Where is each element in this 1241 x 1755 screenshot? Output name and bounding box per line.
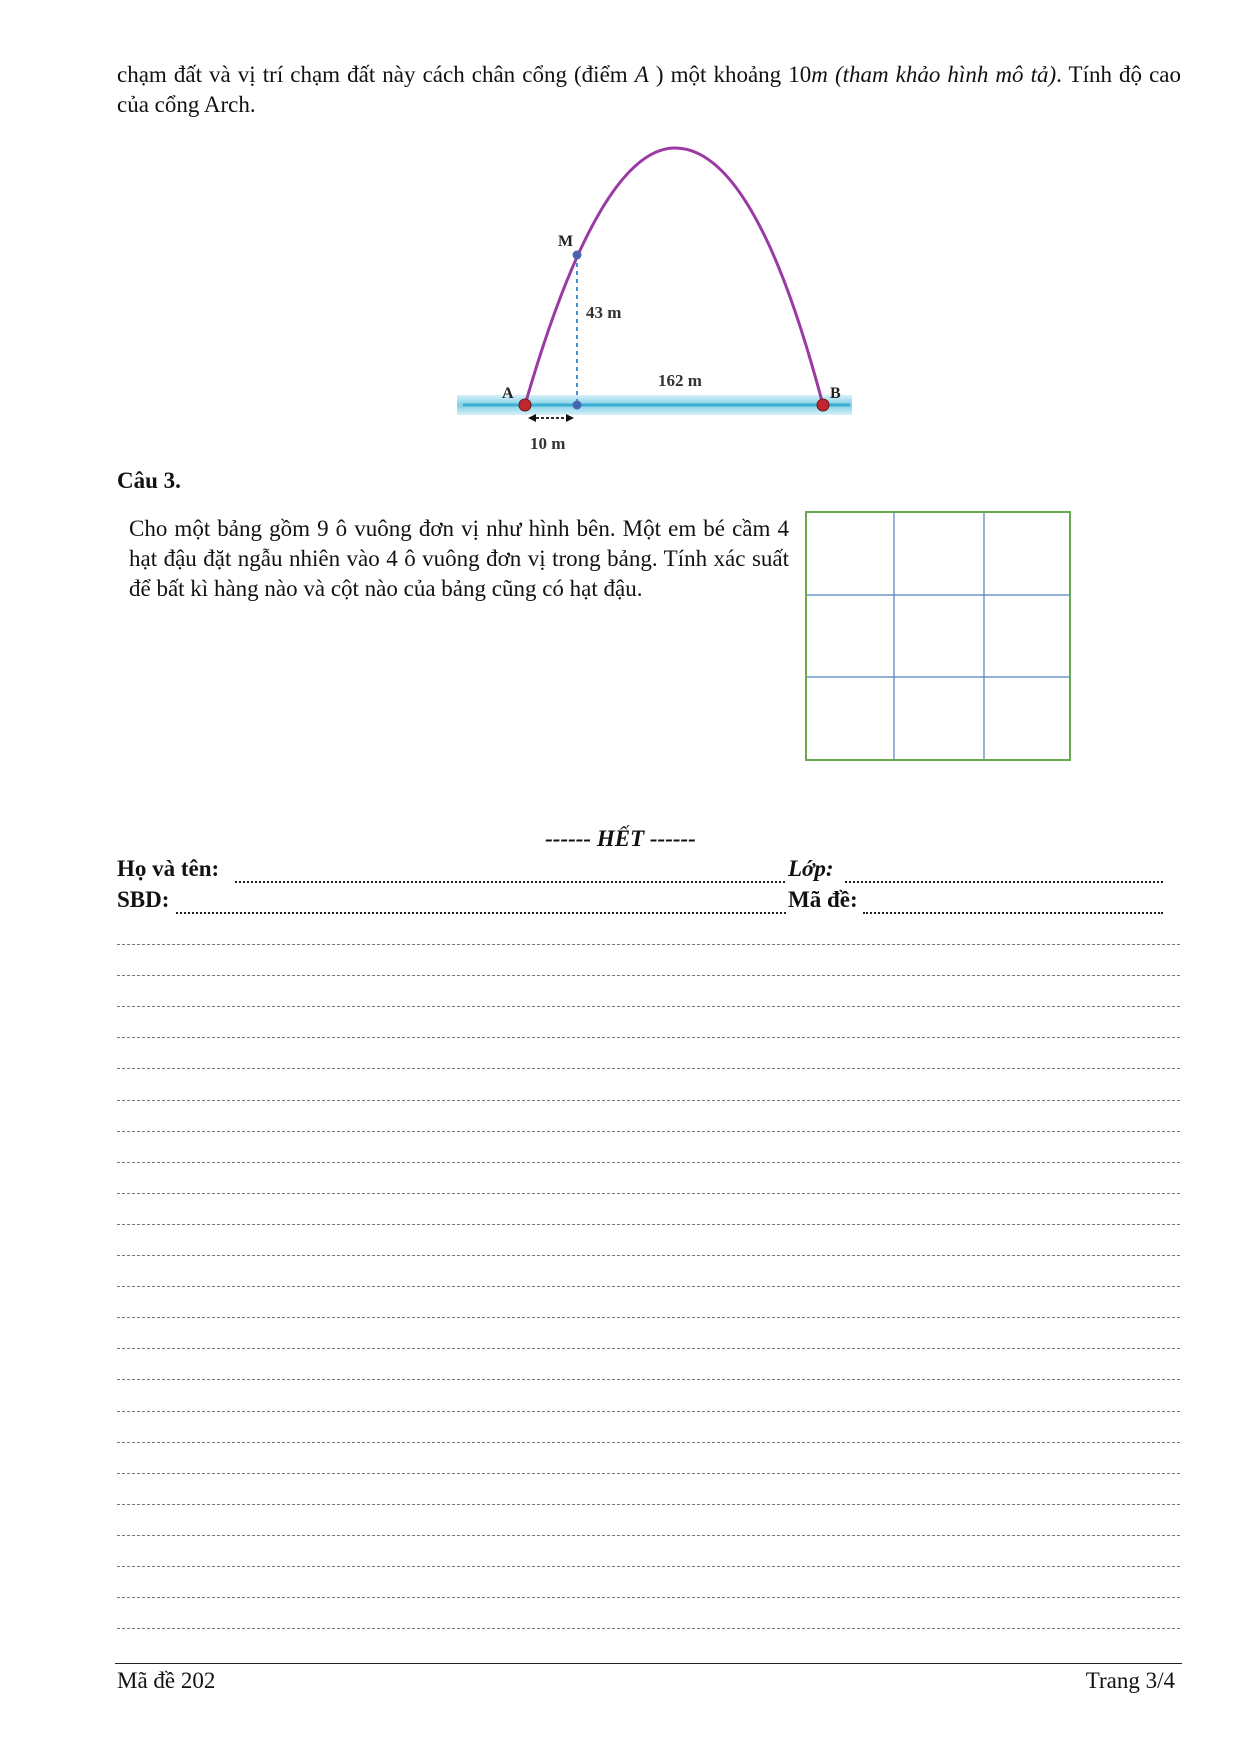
grid-border: [806, 512, 1070, 760]
width-label: 162 m: [658, 371, 702, 390]
offset-arrow-head-right: [566, 414, 574, 422]
name-label: Họ và tên:: [117, 856, 220, 881]
answer-line: [117, 1628, 1180, 1629]
problem-text-3: [828, 62, 835, 87]
offset-arrow-head-left: [528, 414, 536, 422]
offset-label: 10 m: [530, 434, 566, 453]
answer-line: [117, 1317, 1180, 1318]
problem-text-2: ) một khoảng: [648, 62, 789, 87]
footer-divider: [115, 1663, 1182, 1664]
answer-line: [117, 1473, 1180, 1474]
answer-line: [117, 1193, 1180, 1194]
arch-curve: [525, 148, 823, 405]
answer-line: [117, 1224, 1180, 1225]
footer-page-number: Trang 3/4: [1085, 1668, 1175, 1693]
answer-line: [117, 1348, 1180, 1349]
answer-line: [117, 1068, 1180, 1069]
problem-2-paragraph: [117, 60, 1181, 120]
answer-line: [117, 1255, 1180, 1256]
answer-line: [117, 944, 1180, 945]
bean-grid: [805, 511, 1071, 761]
answer-line: [117, 1597, 1180, 1598]
sbd-label: SBD:: [117, 887, 170, 912]
answer-line: [117, 1566, 1180, 1567]
answer-line: [117, 1442, 1180, 1443]
point-b: [817, 399, 829, 411]
answer-line: [117, 1504, 1180, 1505]
answer-line: [117, 1162, 1180, 1163]
sbd-field[interactable]: [176, 912, 786, 914]
question-3-title: Câu 3.: [117, 468, 181, 493]
point-m: [573, 251, 582, 260]
arch-figure: [455, 138, 865, 463]
distance-unit: m: [811, 62, 828, 87]
label-m: M: [558, 233, 574, 250]
problem-text-4: . Tính độ cao của cổng Arch.: [117, 62, 1182, 117]
name-field[interactable]: [235, 881, 785, 883]
end-mark: ------ HẾT ------: [545, 826, 696, 851]
answer-line: [117, 1131, 1180, 1132]
answer-line: [117, 1006, 1180, 1007]
label-a: A: [502, 385, 514, 402]
point-variable: A: [634, 62, 649, 87]
answer-line: [117, 1379, 1180, 1380]
answer-line: [117, 1100, 1180, 1101]
class-field[interactable]: [845, 881, 1163, 883]
foot-point: [573, 401, 582, 410]
point-a: [519, 399, 531, 411]
distance-number: 10: [788, 62, 812, 87]
footer-exam-code: Mã đề 202: [117, 1668, 216, 1693]
question-3-text: Cho một bảng gồm 9 ô vuông đơn vị như hình bên. Một em bé cầm 4 hạt đậu đặt ngẫu nhiên vào 4 ô vuông đơn vị trong bảng. Tính xác suất để bất kì hàng nào và cột nào của bảng cũng có hạt đậu.: [129, 516, 789, 601]
height-label: 43 m: [586, 303, 622, 322]
reference-note: (tham khảo hình mô tả): [834, 62, 1057, 87]
answer-line: [117, 1411, 1180, 1412]
label-b: B: [830, 385, 841, 402]
code-field[interactable]: [863, 912, 1163, 914]
answer-line: [117, 1037, 1180, 1038]
answer-line: [117, 975, 1180, 976]
class-label: Lớp:: [788, 856, 834, 881]
problem-text-1: chạm đất và vị trí chạm đất này cách chân cổng (điểm: [117, 62, 635, 87]
answer-line: [117, 1286, 1180, 1287]
answer-line: [117, 1535, 1180, 1536]
code-label: Mã đề:: [788, 887, 858, 912]
